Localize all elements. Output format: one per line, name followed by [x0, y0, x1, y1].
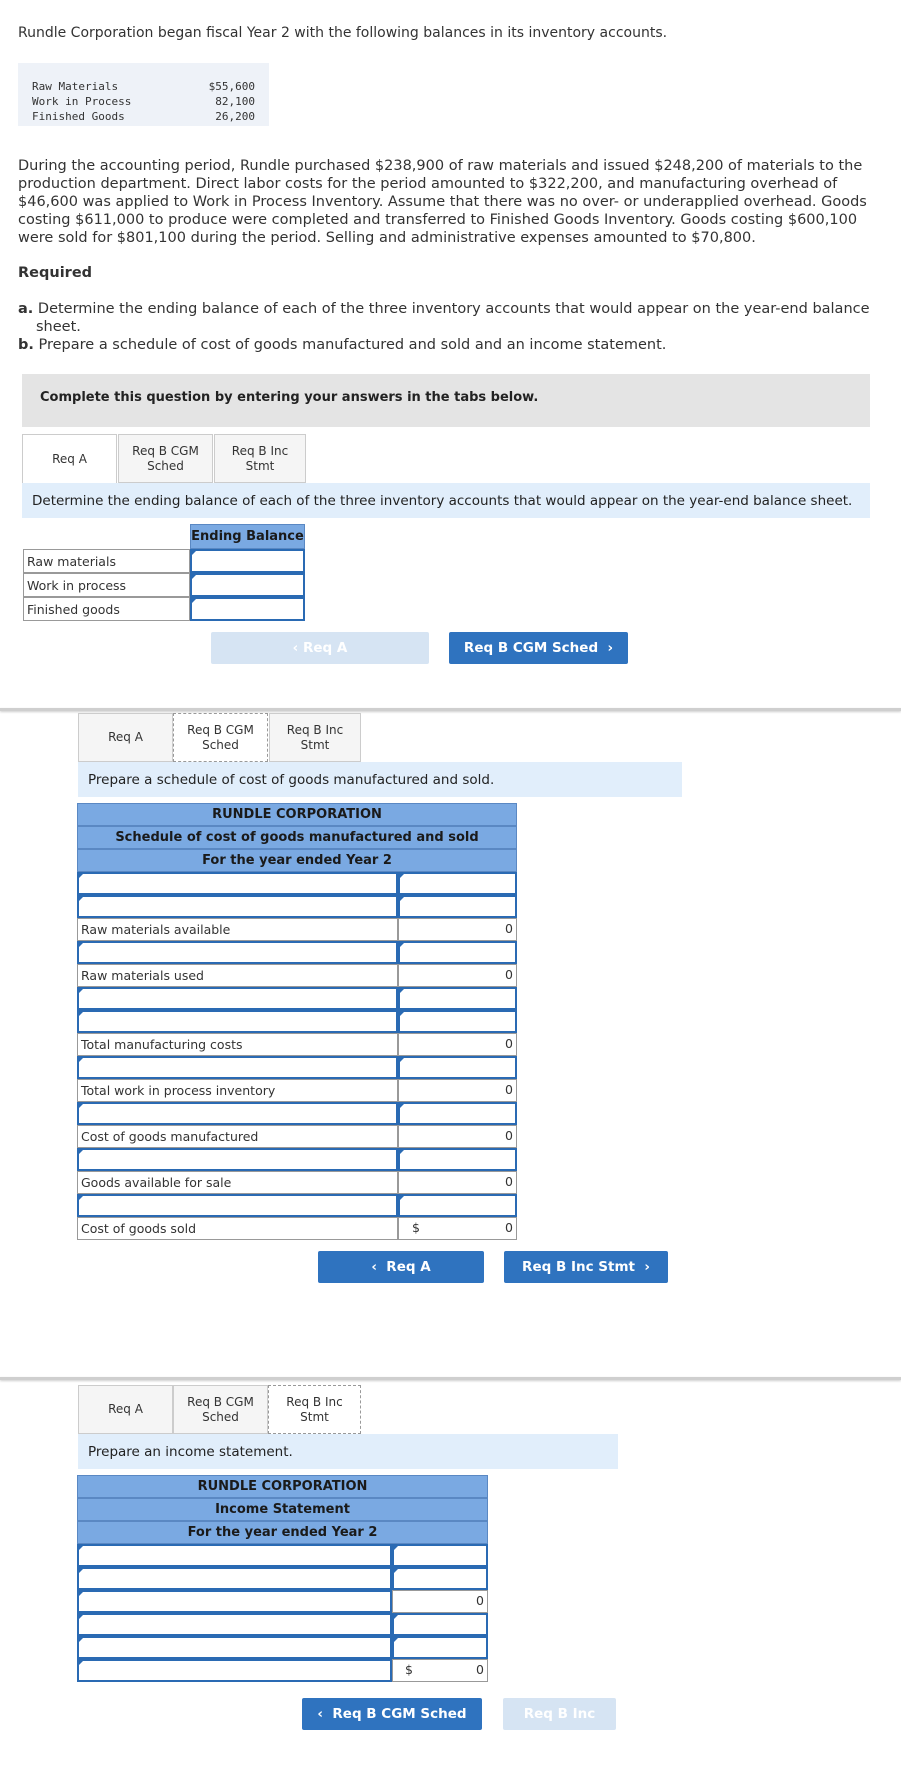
cgm-amount-input[interactable] [398, 987, 517, 1010]
total-wip-inventory-label: Total work in process inventory [77, 1079, 398, 1102]
chevron-left-icon: ‹ [371, 1259, 387, 1275]
cgm-label-input[interactable] [77, 1102, 398, 1125]
chevron-left-icon: ‹ [317, 1706, 333, 1722]
raw-materials-available-value: 0 [505, 921, 513, 936]
ending-balance-header: Ending Balance [190, 524, 305, 549]
cgm-label-input[interactable] [77, 872, 398, 895]
next-req-b-inc-button[interactable]: Req B Inc [503, 1698, 616, 1730]
section-a-instruction: Determine the ending balance of each of the three inventory accounts that would appear on the year-end balance sheet. [22, 483, 870, 518]
next-req-b-inc-stmt-button[interactable]: Req B Inc Stmt › [504, 1251, 668, 1283]
tab-req-a[interactable]: Req A [22, 434, 117, 483]
income-amount-input[interactable] [392, 1567, 488, 1590]
cost-of-goods-sold-value: 0 [505, 1220, 513, 1235]
cgm-label-input[interactable] [77, 987, 398, 1010]
cgm-label-input[interactable] [77, 895, 398, 918]
prev-req-a-button[interactable]: ‹ Req A [318, 1251, 484, 1283]
chevron-right-icon: › [634, 1259, 650, 1275]
problem-paragraph: During the accounting period, Rundle purchased $238,900 of raw materials and issued $248,200 of materials to the production department. Direct labor costs for the period amounted to $322,200, and manufacturing overhead of $46,600 was applied to Work in Process Inventory. Assume that there was no over- or underapplied overhead. Goods costing $611,000 to produce were completed and transferred to Finished Goods Inventory. Goods costing $600,100 were sold for $801,100 during the period. Selling and administrative expenses amounted to $70,800. [18, 158, 867, 246]
tab-req-b-cgm-sched[interactable]: Req B CGM Sched [173, 1385, 268, 1434]
cgm-label-input[interactable] [77, 941, 398, 964]
tab-req-b-inc-stmt[interactable]: Req B Inc Stmt [269, 713, 361, 762]
goods-available-for-sale-label: Goods available for sale [77, 1171, 398, 1194]
goods-available-for-sale-value: 0 [505, 1174, 513, 1189]
ending-raw-materials-input[interactable] [190, 549, 305, 573]
dollar-sign: $ [405, 1662, 413, 1677]
total-wip-inventory-value: 0 [505, 1082, 513, 1097]
cost-of-goods-manufactured-label: Cost of goods manufactured [77, 1125, 398, 1148]
cost-of-goods-sold-label: Cost of goods sold [77, 1217, 398, 1240]
section-divider [0, 708, 901, 711]
tab-req-b-inc-stmt[interactable]: Req B Inc Stmt [214, 434, 306, 483]
gross-margin-value: 0 [476, 1593, 484, 1608]
requirements-list [18, 300, 878, 354]
cgm-amount-input[interactable] [398, 1102, 517, 1125]
cgm-label-input[interactable] [77, 1148, 398, 1171]
tab-req-a[interactable]: Req A [78, 1385, 173, 1434]
row-label-work-in-process: Work in process [23, 573, 190, 597]
balance-row: Raw Materials $55,600 [32, 80, 255, 93]
income-statement-period: For the year ended Year 2 [77, 1521, 488, 1544]
raw-materials-used-value: 0 [505, 967, 513, 982]
tab-req-b-cgm-sched[interactable]: Req B CGM Sched [173, 713, 268, 762]
requirement-b: b. Prepare a schedule of cost of goods manufactured and sold and an income statement. [18, 337, 667, 353]
chevron-right-icon: › [598, 640, 614, 656]
ending-finished-goods-input[interactable] [190, 597, 305, 621]
chevron-left-icon: ‹ [292, 640, 303, 656]
balance-row: Finished Goods 26,200 [32, 110, 255, 123]
income-label-input[interactable] [77, 1567, 392, 1590]
income-label-input[interactable] [77, 1659, 392, 1682]
prev-req-a-button[interactable]: ‹ Req A [211, 632, 429, 664]
instruction-banner: Complete this question by entering your answers in the tabs below. [22, 374, 870, 427]
dollar-sign: $ [412, 1220, 420, 1235]
income-label-input[interactable] [77, 1613, 392, 1636]
income-amount-input[interactable] [392, 1613, 488, 1636]
tab-req-b-cgm-sched[interactable]: Req B CGM Sched [118, 434, 213, 483]
cgm-amount-input[interactable] [398, 1010, 517, 1033]
cost-of-goods-manufactured-value: 0 [505, 1128, 513, 1143]
intro-text: Rundle Corporation began fiscal Year 2 with the following balances in its inventory accounts. [18, 25, 668, 41]
total-manufacturing-costs-label: Total manufacturing costs [77, 1033, 398, 1056]
section-b-instruction: Prepare a schedule of cost of goods manufactured and sold. [78, 762, 682, 797]
cgm-amount-input[interactable] [398, 895, 517, 918]
requirement-a: a. Determine the ending balance of each of the three inventory accounts that would appear on the year-end balance sheet. [18, 301, 870, 335]
cgm-label-input[interactable] [77, 1056, 398, 1079]
section-divider [0, 1377, 901, 1380]
balance-row: Work in Process 82,100 [32, 95, 255, 108]
tab-req-a[interactable]: Req A [78, 713, 173, 762]
income-label-input[interactable] [77, 1544, 392, 1567]
cgm-amount-input[interactable] [398, 941, 517, 964]
raw-materials-used-label: Raw materials used [77, 964, 398, 987]
row-label-finished-goods: Finished goods [23, 597, 190, 621]
income-statement-title: RUNDLE CORPORATION [77, 1475, 488, 1498]
cgm-amount-input[interactable] [398, 1194, 517, 1217]
cgm-amount-input[interactable] [398, 872, 517, 895]
cgm-period: For the year ended Year 2 [77, 849, 517, 872]
cgm-subtitle: Schedule of cost of goods manufactured and sold [77, 826, 517, 849]
raw-materials-available-label: Raw materials available [77, 918, 398, 941]
cgm-amount-input[interactable] [398, 1148, 517, 1171]
beginning-balances [18, 63, 269, 126]
row-label-raw-materials: Raw materials [23, 549, 190, 573]
net-income-value: 0 [476, 1662, 484, 1677]
income-label-input[interactable] [77, 1636, 392, 1659]
income-amount-input[interactable] [392, 1544, 488, 1567]
next-req-b-cgm-button[interactable]: Req B CGM Sched › [449, 632, 628, 664]
cgm-label-input[interactable] [77, 1194, 398, 1217]
income-label-input[interactable] [77, 1590, 392, 1613]
required-heading: Required [18, 265, 93, 281]
cgm-title: RUNDLE CORPORATION [77, 803, 517, 826]
tab-req-b-inc-stmt[interactable]: Req B Inc Stmt [268, 1385, 361, 1434]
ending-wip-input[interactable] [190, 573, 305, 597]
cgm-label-input[interactable] [77, 1010, 398, 1033]
section-c-instruction: Prepare an income statement. [78, 1434, 618, 1469]
cgm-amount-input[interactable] [398, 1056, 517, 1079]
income-amount-input[interactable] [392, 1636, 488, 1659]
prev-req-b-cgm-button[interactable]: ‹ Req B CGM Sched [302, 1698, 482, 1730]
total-manufacturing-costs-value: 0 [505, 1036, 513, 1051]
income-statement-subtitle: Income Statement [77, 1498, 488, 1521]
